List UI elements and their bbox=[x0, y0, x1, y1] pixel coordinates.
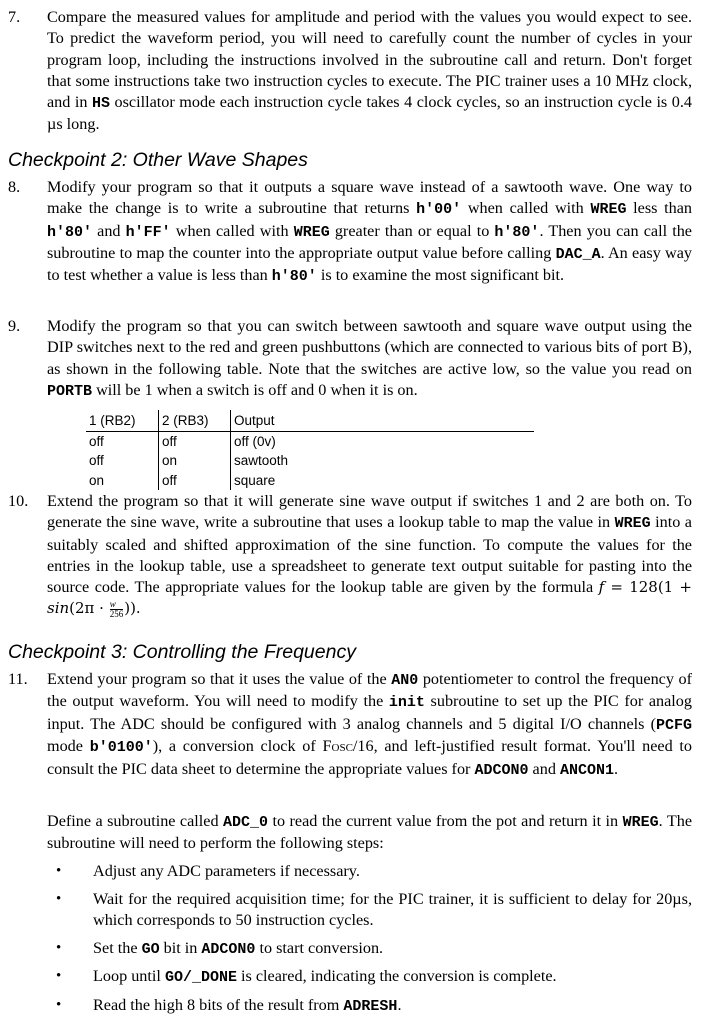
table-header-row bbox=[86, 410, 534, 431]
code: PCFG bbox=[655, 716, 692, 734]
code: WREG bbox=[590, 201, 627, 219]
table-cell: square bbox=[231, 471, 535, 491]
bullet-icon: • bbox=[56, 968, 62, 984]
item-text bbox=[47, 811, 692, 855]
text: Modify the program so that you can switch between sawtooth and square wave output using the DIP switches next to the red and green pushbuttons (which are connected to various bits of port B), as shown in the following table. Note that the switches are active low, so the value you read on bbox=[47, 317, 692, 378]
table-cell: on bbox=[159, 451, 231, 471]
section-heading-checkpoint-3: Checkpoint 3: Controlling the Frequency bbox=[8, 641, 356, 663]
text: Read the high 8 bits of the result from bbox=[93, 996, 344, 1014]
text: bit in bbox=[159, 939, 202, 957]
text: Compare the measured values for amplitude and period with the values you would expect to see. To predict the waveform period, you will need to carefully count the number of cycles in your program loop, including the instructions involved in the subroutine call and return. Don't forget that some instructions take two instruction cycles to execute. The PIC trainer uses a 10 MHz clock, and in bbox=[47, 8, 692, 112]
code: GO/_DONE bbox=[164, 969, 237, 986]
text: greater than or equal to bbox=[329, 221, 495, 240]
text: . bbox=[397, 996, 402, 1014]
table-cell: off (0v) bbox=[231, 431, 535, 451]
switch-table bbox=[86, 410, 534, 490]
code: ADCON0 bbox=[474, 762, 529, 780]
table-cell: off bbox=[159, 431, 231, 451]
code: ADCON0 bbox=[201, 941, 256, 958]
code: PORTB bbox=[47, 382, 93, 400]
formula: f bbox=[598, 578, 605, 597]
text: when called with bbox=[461, 199, 591, 218]
text: subroutine to set up the PIC for analog input. The ADC should be configured with 3 analog channels and 5 digital I/O channels ( bbox=[47, 692, 692, 733]
fraction-denominator: 256 bbox=[109, 609, 124, 620]
column-header: Output bbox=[231, 410, 535, 431]
table-row bbox=[86, 471, 534, 491]
text: will be 1 when a switch is off and 0 when it is on. bbox=[92, 380, 418, 399]
formula-fraction bbox=[110, 600, 124, 619]
formula: sin bbox=[47, 599, 70, 618]
code: h'80' bbox=[47, 223, 93, 241]
text: oscillator mode each instruction cycle takes 4 clock cycles, so an instruction cycle is 0.4 µs long. bbox=[47, 93, 692, 134]
text: into a suitably scaled and shifted approximation of the sine function. To compute the values for the entries in the lookup table, use a spreadsheet to generate text output suitable for pasting into the source code. The appropriate values for the lookup table are given by the formula bbox=[47, 513, 692, 597]
step-text: Wait for the required acquisition time; for the PIC trainer, it is sufficient to delay for 20µs, which corresponds to 50 instruction cycles. bbox=[93, 890, 692, 930]
text: Modify your program so that it outputs a square wave instead of a sawtooth wave. One way to make the change is to write a subroutine that returns bbox=[47, 178, 692, 218]
item-number: 11. bbox=[8, 670, 28, 688]
item-text bbox=[47, 491, 692, 620]
code: AN0 bbox=[391, 672, 419, 689]
text: ), a conversion clock of F bbox=[152, 736, 332, 755]
code-hs: HS bbox=[92, 95, 111, 113]
code: ADRESH bbox=[343, 998, 398, 1015]
text: Define a subroutine called bbox=[47, 812, 224, 830]
text: . Then you can call the subroutine to map the counter into the appropriate output value before calling bbox=[47, 221, 692, 262]
text: Extend the program so that it will generate sine wave output if switches 1 and 2 are both on. To generate the sine wave, write a subroutine that uses a lookup table to map the value in bbox=[47, 492, 692, 532]
bullet-icon: • bbox=[56, 940, 62, 956]
text: to start conversion. bbox=[255, 939, 384, 957]
table-cell: off bbox=[159, 471, 231, 491]
table-cell: sawtooth bbox=[231, 451, 535, 471]
item-text bbox=[47, 7, 692, 136]
column-header: 2 (RB3) bbox=[159, 410, 231, 431]
text: mode bbox=[47, 736, 90, 755]
text: and bbox=[528, 760, 560, 779]
code: init bbox=[388, 694, 425, 712]
item-number: 8. bbox=[8, 178, 21, 196]
table-cell: off bbox=[89, 453, 104, 469]
step-text bbox=[93, 938, 692, 960]
text: /16, and left-justified result format. You'll need to consult the PIC data sheet to determine the appropriate values for bbox=[47, 736, 692, 779]
text: to read the current value from the pot and return it in bbox=[268, 812, 623, 830]
code: h'00' bbox=[416, 201, 462, 219]
formula: )). bbox=[124, 599, 141, 618]
text: . The subroutine will need to perform the following steps: bbox=[47, 812, 692, 853]
code: ADC_0 bbox=[223, 814, 269, 831]
code: h'FF' bbox=[125, 223, 171, 241]
bullet-icon: • bbox=[56, 863, 62, 879]
item-number: 10. bbox=[8, 492, 29, 510]
code: GO bbox=[141, 941, 160, 958]
item-text bbox=[47, 177, 692, 287]
text: less than bbox=[626, 199, 693, 218]
text: and bbox=[92, 221, 126, 240]
code: ANCON1 bbox=[559, 762, 614, 780]
fraction-numerator: w bbox=[110, 600, 124, 610]
code: h'80' bbox=[494, 223, 540, 241]
bullet-icon: • bbox=[56, 997, 62, 1013]
code: WREG bbox=[622, 814, 659, 831]
text: potentiometer to control the frequency of the output waveform. You will need to modify the bbox=[47, 670, 692, 711]
table-cell: off bbox=[89, 433, 104, 449]
text: Loop until bbox=[93, 967, 165, 985]
code: h'80' bbox=[271, 268, 317, 286]
step-text bbox=[93, 995, 692, 1017]
table-cell: on bbox=[89, 472, 105, 488]
text: . bbox=[613, 760, 619, 779]
section-heading-checkpoint-2: Checkpoint 2: Other Wave Shapes bbox=[8, 149, 308, 171]
item-number: 9. bbox=[8, 317, 21, 335]
code: b'0100' bbox=[89, 738, 153, 756]
formula: (2π · bbox=[69, 599, 109, 618]
item-number: 7. bbox=[8, 8, 21, 26]
text: Extend your program so that it uses the value of the bbox=[47, 670, 392, 688]
subscript: OSC bbox=[331, 741, 353, 754]
code: WREG bbox=[614, 515, 651, 533]
bullet-icon: • bbox=[56, 891, 62, 907]
table-row bbox=[86, 431, 534, 451]
text: is cleared, indicating the conversion is complete. bbox=[236, 967, 557, 985]
step-text bbox=[93, 966, 692, 988]
column-header: 1 (RB2) bbox=[86, 410, 159, 431]
text: when called with bbox=[170, 221, 294, 240]
table-row bbox=[86, 451, 534, 471]
text: . An easy way to test whether a value is less than bbox=[47, 243, 693, 285]
step-text: Adjust any ADC parameters if necessary. bbox=[93, 862, 360, 880]
text: is to examine the most significant bit. bbox=[316, 266, 565, 285]
code: DAC_A bbox=[555, 245, 601, 263]
code: WREG bbox=[293, 223, 330, 241]
item-text bbox=[47, 669, 692, 781]
formula: = 128(1 + bbox=[604, 578, 692, 597]
item-text bbox=[47, 316, 692, 402]
text: Set the bbox=[93, 939, 142, 957]
